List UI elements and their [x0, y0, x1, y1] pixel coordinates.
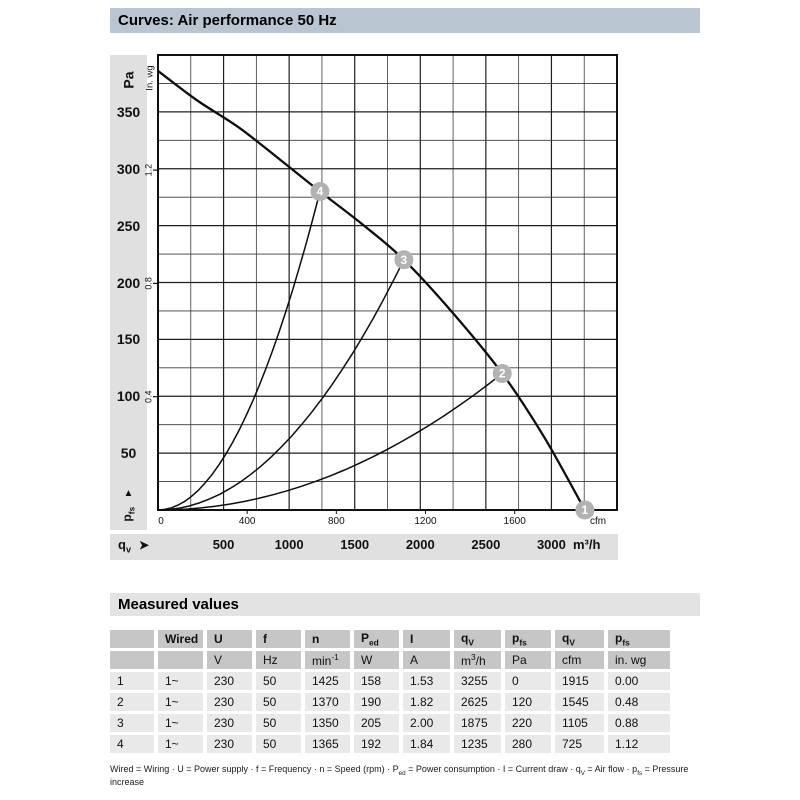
unit-header: in. wg — [608, 651, 670, 669]
column-header-row — [110, 630, 670, 648]
unit-header: cfm — [555, 651, 604, 669]
table-row — [110, 693, 670, 711]
table-cell: 3255 — [454, 672, 501, 690]
column-header: n — [305, 630, 350, 648]
unit-header: Pa — [505, 651, 551, 669]
unit-header: $m^3/h$ — [454, 651, 501, 669]
column-header: U — [207, 630, 252, 648]
inwg-tick-label: 0.4 — [143, 390, 154, 403]
table-cell: 1.84 — [403, 735, 450, 753]
pa-tick-label: 50 — [120, 445, 137, 462]
table-cell: 0.88 — [608, 714, 670, 732]
unit-header: Hz — [256, 651, 301, 669]
table-cell: 725 — [555, 735, 604, 753]
cfm-tick-label: 800 — [327, 516, 345, 527]
cfm-tick-label: 400 — [238, 516, 256, 527]
column-header: $P_{ed}$ — [354, 630, 399, 648]
up-arrow-icon: ▲ — [123, 488, 134, 499]
table-cell: 230 — [207, 735, 252, 753]
table-cell: 50 — [256, 693, 301, 711]
column-header: $q_V$ — [555, 630, 604, 648]
table-cell: 205 — [354, 714, 399, 732]
operating-point-number: 1 — [581, 503, 589, 517]
column-header: $p_{fs}$ — [505, 630, 551, 648]
unit-header: $\min^{-1}$ — [305, 651, 350, 669]
system-resistance-curve — [158, 260, 404, 510]
unit-header: W — [354, 651, 399, 669]
unit-header — [110, 651, 154, 669]
table-cell: 1350 — [305, 714, 350, 732]
measured-values-table — [106, 627, 674, 756]
pa-tick-label: 250 — [116, 217, 141, 234]
table-cell: 120 — [505, 693, 551, 711]
section-title-curves: Curves: Air performance 50 Hz — [110, 8, 700, 33]
table-cell: 192 — [354, 735, 399, 753]
column-header: Wired — [158, 630, 203, 648]
m3h-tick-label: 1500 — [340, 537, 370, 552]
operating-point-number: 3 — [400, 252, 408, 267]
table-cell: 4 — [110, 735, 154, 753]
unit-header-row — [110, 651, 670, 669]
cfm-tick-label: 1200 — [414, 516, 437, 527]
x-axis-name-label: $q_v$ — [118, 537, 132, 555]
performance-chart — [100, 40, 640, 540]
table-cell: 1~ — [158, 693, 203, 711]
cfm-axis-label: cfm — [590, 516, 607, 527]
table-cell: 2 — [110, 693, 154, 711]
table-cell: 1~ — [158, 672, 203, 690]
table-cell: 1 — [110, 672, 154, 690]
unit-header: V — [207, 651, 252, 669]
right-arrow-icon: ➤ — [139, 538, 150, 552]
inwg-tick-label: 1.2 — [143, 163, 154, 177]
table-row — [110, 735, 670, 753]
table-cell: 1~ — [158, 735, 203, 753]
table-cell: 1105 — [555, 714, 604, 732]
system-resistance-curve — [158, 374, 502, 511]
m3h-tick-label: 2500 — [471, 537, 501, 552]
inwg-tick-label: 0.8 — [143, 277, 154, 290]
pa-tick-label: 300 — [116, 160, 141, 177]
table-cell: 1~ — [158, 714, 203, 732]
table-cell: 1.82 — [403, 693, 450, 711]
y-axis-name-label: $p_{fs}$ — [120, 506, 137, 522]
unit-header: A — [403, 651, 450, 669]
system-resistance-curve — [158, 192, 320, 511]
column-header: f — [256, 630, 301, 648]
table-cell: 50 — [256, 714, 301, 732]
table-cell: 1545 — [555, 693, 604, 711]
table-cell: 2625 — [454, 693, 501, 711]
table-cell: 1235 — [454, 735, 501, 753]
unit-header — [158, 651, 203, 669]
m3h-tick-label: 3000 — [536, 537, 566, 552]
column-header: $q_V$ — [454, 630, 501, 648]
table-cell: 1915 — [555, 672, 604, 690]
fan-performance-curve — [158, 71, 585, 510]
table-cell: 280 — [505, 735, 551, 753]
legend-footnote: Wired = Wiring · U = Power supply · f = Frequency · n = Speed $(rpm) \cdot P_{ed}$ = Power consumption · I = Current draw · $q_V$ = Air flow · $p_{fs}$ = Pressure increase — [110, 764, 689, 787]
table-cell: 50 — [256, 672, 301, 690]
m3h-tick-label: 2000 — [405, 537, 435, 552]
pa-tick-label: 100 — [116, 388, 141, 405]
y-axis-unit-box — [110, 57, 147, 103]
table-cell: 230 — [207, 693, 252, 711]
pa-tick-label: 150 — [116, 331, 141, 348]
y-axis-name-block — [110, 489, 147, 533]
table-cell: 1.12 — [608, 735, 670, 753]
table-cell: 1370 — [305, 693, 350, 711]
m3h-tick-label: 500 — [212, 537, 235, 552]
table-cell: 0.48 — [608, 693, 670, 711]
column-header: I — [403, 630, 450, 648]
table-cell: 1365 — [305, 735, 350, 753]
table-cell: 158 — [354, 672, 399, 690]
column-header: $p_{fs}$ — [608, 630, 670, 648]
x-axis-name-block — [118, 537, 149, 555]
section-title-measured: Measured values — [110, 593, 700, 616]
cfm-tick-label: 1600 — [503, 516, 526, 527]
table-cell: 1.53 — [403, 672, 450, 690]
table-cell: 190 — [354, 693, 399, 711]
table-cell: 1425 — [305, 672, 350, 690]
y-axis-unit-label: Pa — [120, 71, 137, 89]
table-cell: 2.00 — [403, 714, 450, 732]
table-cell: 3 — [110, 714, 154, 732]
table-cell: 50 — [256, 735, 301, 753]
table-cell: 0.00 — [608, 672, 670, 690]
operating-point-number: 2 — [498, 366, 506, 381]
pa-tick-label: 200 — [116, 274, 141, 291]
table-cell: 230 — [207, 714, 252, 732]
table-cell: 220 — [505, 714, 551, 732]
table-row — [110, 714, 670, 732]
cfm-tick-label: 0 — [158, 516, 164, 527]
table-cell: 0 — [505, 672, 551, 690]
table-row — [110, 672, 670, 690]
table-cell: 1875 — [454, 714, 501, 732]
inwg-axis-label: In. wg — [144, 65, 156, 91]
operating-point-number: 4 — [316, 184, 324, 199]
m3h-tick-label: 1000 — [274, 537, 304, 552]
x-axis-unit-label: m³/h — [573, 537, 601, 552]
table-cell: 230 — [207, 672, 252, 690]
column-header — [110, 630, 154, 648]
pa-tick-label: 350 — [116, 103, 141, 120]
